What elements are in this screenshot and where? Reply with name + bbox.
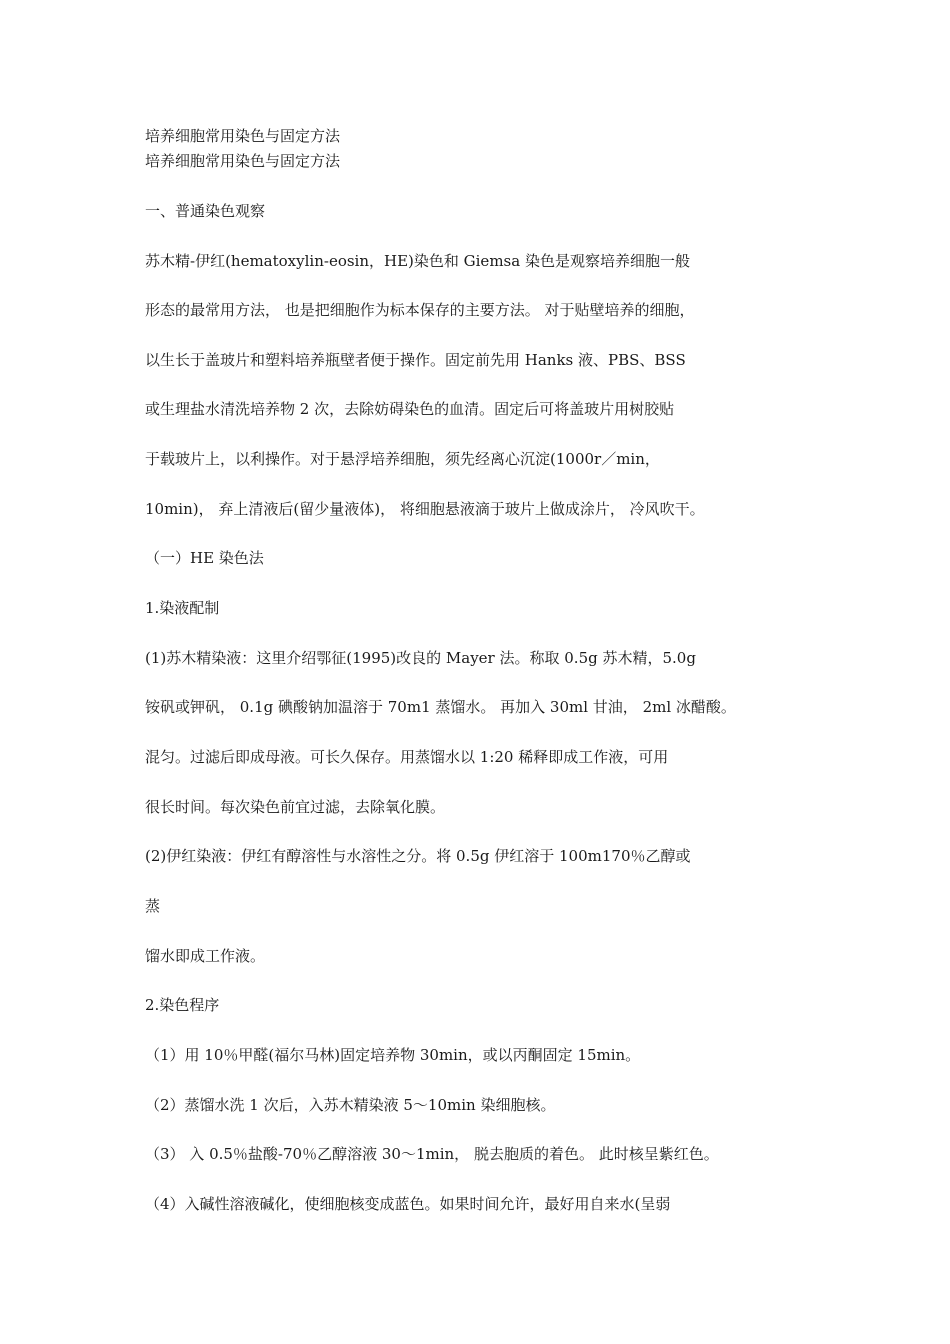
procedure-step: （3） 入 0.5％盐酸-70％乙醇溶液 30～1min， 脱去胞质的着色。 此时核呈紫红色。 xyxy=(145,1145,719,1163)
document-title: 培养细胞常用染色与固定方法 xyxy=(145,127,341,145)
paragraph-line: 10min)， 弃上清液后(留少量液体)， 将细胞悬液滴于玻片上做成涂片， 冷风吹干。 xyxy=(145,500,705,518)
paragraph-line: 于载玻片上，以利操作。对于悬浮培养细胞，须先经离心沉淀(1000r／min， xyxy=(145,450,660,468)
subsection-heading: （一）HE 染色法 xyxy=(145,549,264,567)
procedure-step: （2）蒸馏水洗 1 次后，入苏木精染液 5～10min 染细胞核。 xyxy=(145,1096,556,1114)
numbered-heading: 1.染液配制 xyxy=(145,599,220,617)
paragraph-line: 或生理盐水清洗培养物 2 次，去除妨碍染色的血清。固定后可将盖玻片用树胶贴 xyxy=(145,400,675,418)
paragraph-line: 混匀。过滤后即成母液。可长久保存。用蒸馏水以 1:20 稀释即成工作液，可用 xyxy=(145,748,669,766)
paragraph-line: 以生长于盖玻片和塑料培养瓶壁者便于操作。固定前先用 Hanks 液、PBS、BSS xyxy=(145,351,686,369)
procedure-step: （1）用 10％甲醛(福尔马林)固定培养物 30min，或以丙酮固定 15min。 xyxy=(145,1046,641,1064)
document-title-repeat: 培养细胞常用染色与固定方法 xyxy=(145,152,341,170)
paragraph-line: 苏木精-伊红(hematoxylin-eosin，HE)染色和 Giemsa 染色是观察培养细胞一般 xyxy=(145,252,690,270)
paragraph-line: 蒸 xyxy=(145,897,161,915)
paragraph-line: (2)伊红染液：伊红有醇溶性与水溶性之分。将 0.5g 伊红溶于 100m170％乙醇或 xyxy=(145,847,691,865)
numbered-heading: 2.染色程序 xyxy=(145,996,220,1014)
paragraph-line: 铵矾或钾矾， 0.1g 碘酸钠加温溶于 70m1 蒸馏水。 再加入 30ml 甘油， 2ml 冰醋酸。 xyxy=(145,698,736,716)
procedure-step: （4）入碱性溶液碱化，使细胞核变成蓝色。如果时间允许，最好用自来水(呈弱 xyxy=(145,1195,671,1213)
paragraph-line: 馏水即成工作液。 xyxy=(145,947,266,965)
section-heading: 一、普通染色观察 xyxy=(145,202,266,220)
paragraph-line: 很长时间。每次染色前宜过滤，去除氧化膜。 xyxy=(145,798,446,816)
paragraph-line: 形态的最常用方法， 也是把细胞作为标本保存的主要方法。 对于贴壁培养的细胞， xyxy=(145,301,695,319)
paragraph-line: (1)苏木精染液：这里介绍鄂征(1995)改良的 Mayer 法。称取 0.5g 苏木精，5.0g xyxy=(145,649,696,667)
